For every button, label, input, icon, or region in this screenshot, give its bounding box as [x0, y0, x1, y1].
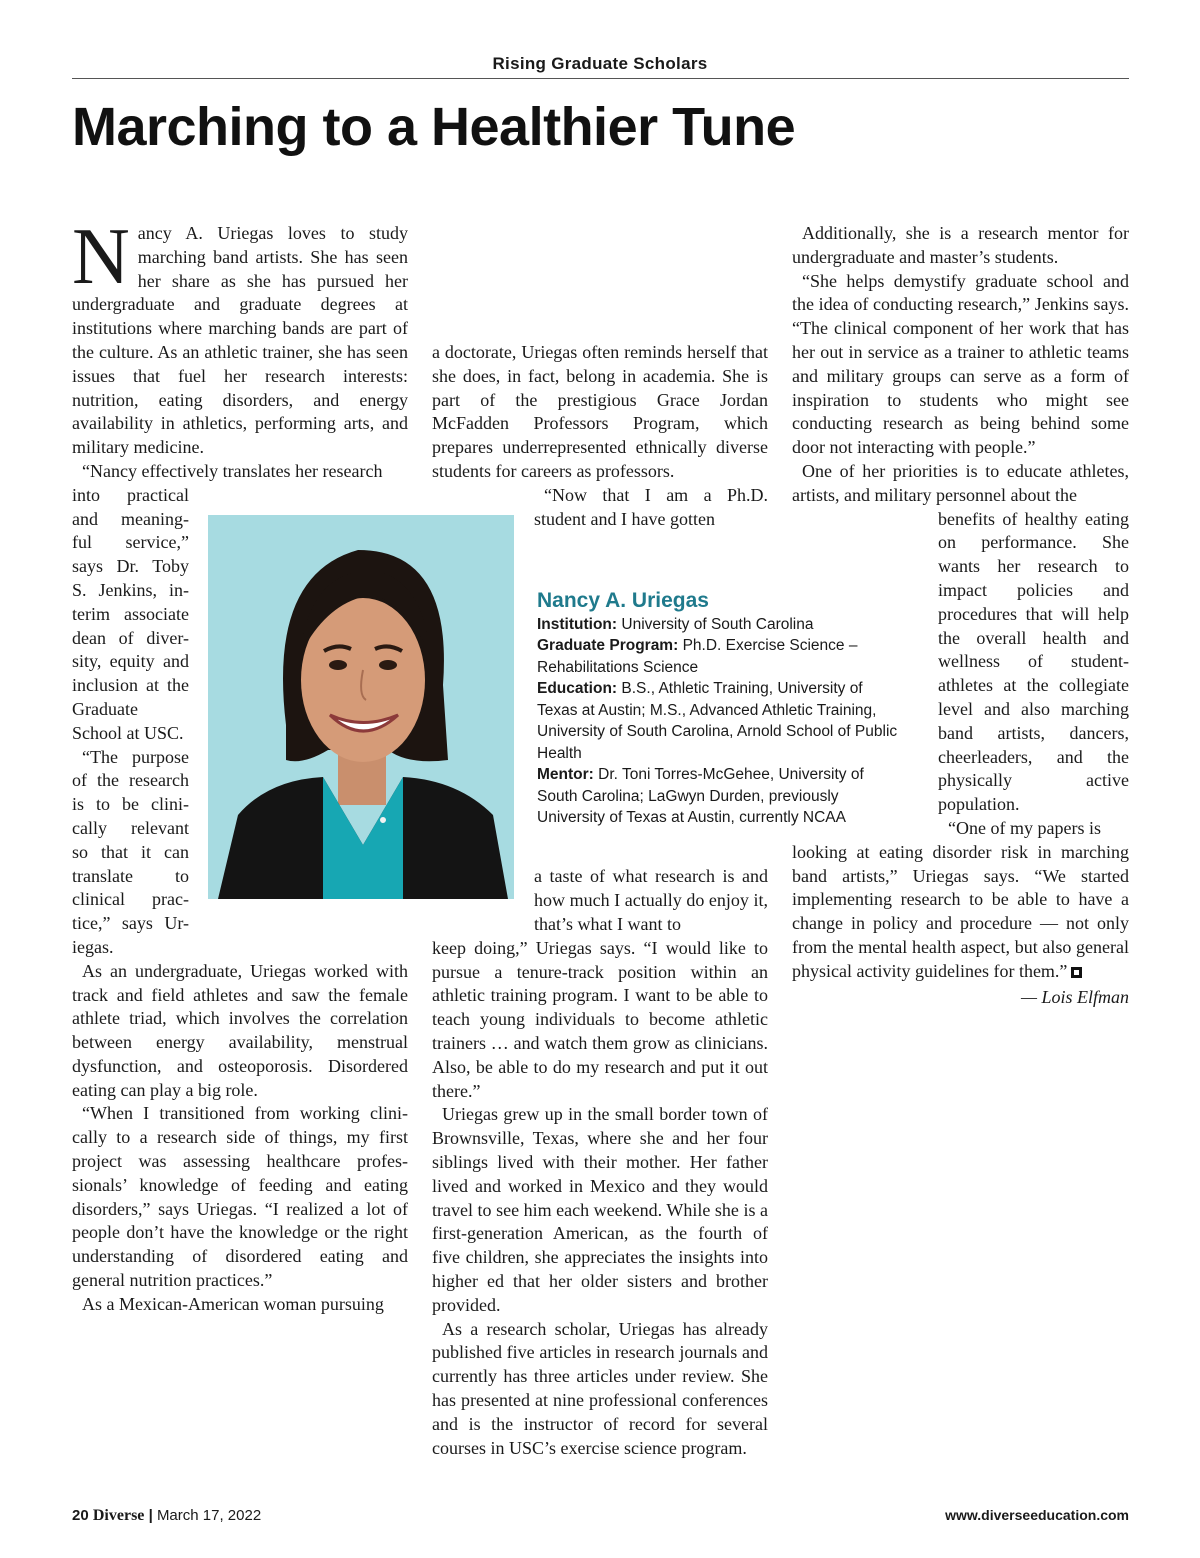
column-2	[432, 341, 768, 1460]
paragraph: keep doing,” Uriegas says. “I would like to pursue a tenure-track position within an athletic training program. I want to be able to teach young individuals to become athletic trainers … and watch them grow as clinicians. Also, be able to do my research and put it out there.”	[432, 937, 768, 1101]
paragraph: One of her priorities is to educate athletes, artists, and military personnel about the	[792, 460, 1129, 505]
issue-date: March 17, 2022	[156, 1507, 262, 1524]
portrait-illustration	[208, 515, 514, 899]
paragraph: “She helps demystify graduate school and the idea of conducting research,” Jenkins says. “The clinical component of her work that has her out in service as a trainer to athletic teams and military groups can serve as a form of inspiration to students who might see conducting research as being behind some door not interacting with people.”	[792, 270, 1129, 458]
paragraph: ancy A. Uriegas loves to study marching band artists. She has seen her share as she has pursued her undergraduate and graduate degrees at institutions where marching bands are part of the culture. As an athletic trainer, she has seen issues that fuel her research interests: nutrition, eating disorders, and energy availability in athletics, performing arts, and military medicine.	[72, 223, 408, 458]
paragraph: “Now that I am a Ph.D. student and I have gotten	[534, 484, 768, 529]
profile-sidebar	[537, 590, 905, 829]
column-1-narrow	[72, 484, 189, 960]
profile-institution	[537, 614, 905, 636]
paragraph: Additionally, she is a research mentor for undergraduate and master’s students.	[792, 223, 1129, 267]
byline: — Lois Elfman	[1020, 986, 1129, 1007]
page-number: 20	[72, 1507, 89, 1524]
header-rule	[72, 78, 1129, 79]
profile-program	[537, 635, 905, 678]
institution-label: Institution:	[537, 615, 618, 633]
magazine-name: Diverse	[92, 1507, 145, 1524]
paragraph: “The purpose of the research is to be clini-cally relevant so that it can translate to clinical prac-tice,” says Ur-iegas.	[72, 746, 189, 957]
paragraph: As a Mexican-American woman pursuing	[82, 1293, 384, 1314]
paragraph	[792, 841, 1129, 984]
paragraph: into practical and meaning-ful service,” says Dr. Toby S. Jenkins, in-terim associate dean of diver-sity, equity and inclusion at the Graduate School at USC.	[72, 484, 189, 743]
paragraph: “Nancy effectively translates her research	[82, 460, 383, 481]
paragraph-text: looking at eating disorder risk in marching band artists,” Uriegas says. “We started implementing research to be able to have a change in policy and procedure — not only from the mental health aspect, but also general physical activity guidelines for them.”	[792, 841, 1129, 981]
portrait-photo	[208, 515, 514, 899]
section-label: Rising Graduate Scholars	[492, 54, 708, 73]
mentor-label: Mentor:	[537, 766, 594, 783]
paragraph: a doctorate, Uriegas often reminds herself that she does, in fact, belong in academia. She is part of the prestigious Grace Jordan McFadden Professors Program, which prepares underrepresented ethnically diverse students for careers as professors.	[432, 342, 768, 481]
paragraph: “When I transitioned from working clini-cally to a research side of things, my first project was assessing healthcare profes-sionals’ knowledge of feeding and eating disorders,” says Uriegas. “I realized a lot of people don’t have the knowledge or the right understanding of disordered eating and general nutrition practices.”	[72, 1103, 408, 1291]
education-value: B.S., Athletic Training, University of Texas at Austin; M.S., Advanced Athletic Training, University of South Carolina, Arnold School of Public Health	[537, 680, 898, 762]
paragraph: Uriegas grew up in the small border town of Brownsville, Texas, where she and her four siblings lived with their mother. Her father lived and worked in Mexico and they would travel to see him each weekend. While she is a first-generation American, as the fourth of five children, she appreciates the insights into higher ed that her older sisters and brother provided.	[432, 1104, 768, 1315]
profile-education	[537, 678, 905, 764]
footer-separator: |	[148, 1507, 153, 1524]
column-3-narrow	[938, 508, 1129, 841]
program-value: Ph.D. Exercise Science – Rehabilitations Science	[537, 637, 858, 676]
headline: Marching to a Healthier Tune	[72, 97, 796, 157]
mentor-value: Dr. Toni Torres-McGehee, University of South Carolina; LaGwyn Durden, previously University of Texas at Austin, currently NCAA	[537, 766, 864, 826]
education-label: Education:	[537, 680, 618, 697]
footer-left	[72, 1507, 261, 1525]
website-link[interactable]: www.diverseeducation.com	[945, 1507, 1129, 1523]
paragraph: benefits of healthy eating on performance. She wants her research to impact policies and procedures that will help the overall health and wellness of student-athletes at the collegiate level and also marching band artists, dancers, cheerleaders, and the physically active population.	[938, 508, 1129, 815]
paragraph: As a research scholar, Uriegas has already published five articles in research journals and currently has three articles under review. She has presented at nine professional conferences and is the instructor of record for several courses in USC’s exercise science program.	[432, 1318, 768, 1458]
column-2-narrow-bottom	[534, 865, 768, 936]
profile-mentor	[537, 764, 905, 829]
paragraph: “One of my papers is	[948, 817, 1101, 838]
paragraph: As an undergraduate, Uriegas worked with track and field athletes and saw the female athlete triad, which involves the correlation between energy availability, menstrual dysfunction, and osteoporosis. Disordered eating can play a big role.	[72, 960, 408, 1100]
dropcap: N	[72, 213, 130, 301]
paragraph: a taste of what research is and how much I actually do enjoy it, that’s what I want to	[534, 866, 768, 934]
column-2-narrow-top	[534, 484, 768, 532]
program-label: Graduate Program:	[537, 637, 679, 654]
end-mark-icon	[1071, 967, 1082, 978]
institution-value: University of South Carolina	[621, 615, 814, 633]
profile-name: Nancy A. Uriegas	[537, 589, 709, 612]
